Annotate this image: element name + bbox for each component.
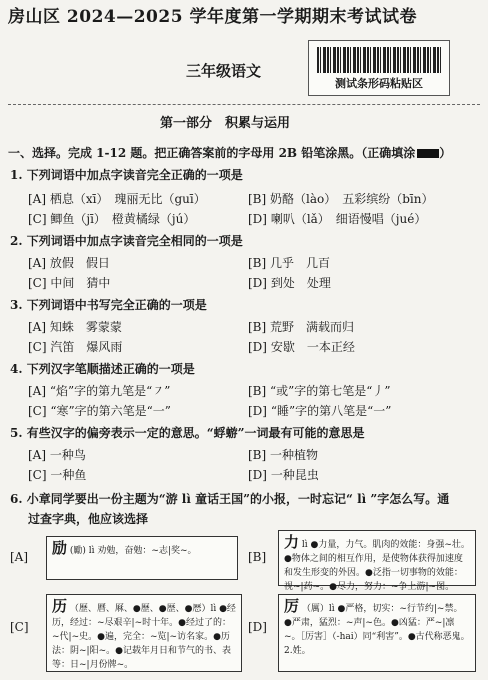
option-text: 几乎 几百 <box>270 256 331 270</box>
option-text: 一种鸟 <box>49 448 86 462</box>
option-label: [B] <box>248 256 267 270</box>
option-text: 安歇 一本正经 <box>270 340 355 354</box>
exam-title: 房山区 2024—2025 学年度第一学期期末考试试卷 <box>8 7 417 27</box>
dict-entry-text: (勵) lì 劝勉，奋勉：~志|奖~。 <box>69 546 197 556</box>
dict-head-char: 厉 <box>284 597 300 615</box>
option-text: 放假 假日 <box>49 256 110 270</box>
option-label: [D] <box>248 212 267 226</box>
option-c[interactable] <box>28 402 171 419</box>
dict-entry-text: （厲）lì ●严格，切实：~行节约|~禁。●严肃，猛烈：~声|~色。●凶猛：严~|凛~。［厉害］（-hai）同“利害”。●古代称恶鬼。2.姓。 <box>284 604 470 656</box>
question-stem: 2. 下列词语中加点字读音完全相同的一项是 <box>10 234 243 248</box>
option-label: [A] <box>28 384 47 398</box>
option-text: 知蛛 雾蒙蒙 <box>49 320 122 334</box>
option-label: [C] <box>28 404 47 418</box>
dict-head-char: 历 <box>52 597 68 615</box>
dict-option-label-b[interactable]: [B] <box>248 550 267 564</box>
question-stem: 5. 有些汉字的偏旁表示一定的意思。“蜉蝣”一词最有可能的意思是 <box>10 426 365 440</box>
dict-option-label-c[interactable]: [C] <box>10 620 29 634</box>
barcode-label: 测试条形码粘贴区 <box>335 77 423 90</box>
option-label: [B] <box>248 320 267 334</box>
option-d[interactable] <box>248 402 391 419</box>
option-text: 到处 处理 <box>270 276 331 290</box>
section-instruction-text: 一、选择。完成 1-12 题。把正确答案前的字母用 2B 铅笔涂黑。（正确填涂 <box>8 146 416 160</box>
question-stem: 3. 下列词语中书写完全正确的一项是 <box>10 298 207 312</box>
option-a[interactable] <box>28 318 122 335</box>
option-b[interactable] <box>248 318 354 335</box>
option-text: 栖息（xī） 瑰丽无比（guī） <box>49 192 206 206</box>
option-label: [A] <box>28 320 47 334</box>
dict-entry-b[interactable] <box>278 530 476 592</box>
question-stem: 6. 小章同学要出一份主题为“游 lì 童话王国”的小报，一时忘记“ lì ”字怎么写。通 <box>10 492 450 506</box>
dict-option-label-a[interactable]: [A] <box>10 550 29 564</box>
question-stem: 1. 下列词语中加点字读音完全正确的一项是 <box>10 168 243 182</box>
dict-entry-c[interactable] <box>46 594 242 672</box>
filled-box-icon <box>417 149 439 158</box>
option-text: “睡”字的第八笔是“一” <box>270 404 392 418</box>
dict-entry-text: lì ●力量，力气。肌肉的效能：身强~壮。●物体之间的相互作用，是使物体获得加速度和发生形变的外因。●泛指一切事物的效能：视~|药~。●尽力，努力：~争上游|~图。 <box>284 540 470 592</box>
option-c[interactable] <box>28 210 195 227</box>
dict-option-label-d[interactable]: [D] <box>248 620 267 634</box>
option-text: 鲫鱼（jī） 橙黄橘绿（jú） <box>50 212 196 226</box>
option-d[interactable] <box>248 338 355 355</box>
option-text: 一种植物 <box>270 448 319 462</box>
option-label: [C] <box>28 468 47 482</box>
option-d[interactable] <box>248 274 331 291</box>
option-c[interactable] <box>28 274 110 291</box>
option-text: 一种昆虫 <box>270 468 319 482</box>
option-text: 汽笛 爆风雨 <box>50 340 123 354</box>
dict-head-char: 力 <box>284 533 300 551</box>
option-text: “或”字的第七笔是“丿” <box>270 384 391 398</box>
option-d[interactable] <box>248 466 319 483</box>
option-a[interactable] <box>28 190 206 207</box>
option-text: 荒野 满载而归 <box>270 320 355 334</box>
option-label: [D] <box>248 340 267 354</box>
part-heading: 第一部分 积累与运用 <box>160 116 291 131</box>
option-b[interactable] <box>248 190 433 207</box>
option-label: [B] <box>248 384 267 398</box>
dict-entry-d[interactable] <box>278 594 476 672</box>
option-b[interactable] <box>248 254 330 271</box>
option-a[interactable] <box>28 382 170 399</box>
option-c[interactable] <box>28 338 122 355</box>
option-text: “寒”字的第六笔是“一” <box>50 404 171 418</box>
option-text: 中间 猜中 <box>50 276 111 290</box>
question-stem: 4. 下列汉字笔顺描述正确的一项是 <box>10 362 195 376</box>
option-label: [A] <box>28 448 47 462</box>
option-text: 奶酪（lào） 五彩缤纷（bīn） <box>270 192 434 206</box>
question-stem-line2: 过查字典，他应该选择 <box>28 512 149 526</box>
barcode-area <box>308 40 450 96</box>
dict-entry-a[interactable] <box>46 536 238 580</box>
option-label: [D] <box>248 468 267 482</box>
dict-head-char: 励 <box>52 539 68 557</box>
option-label: [D] <box>248 276 267 290</box>
option-text: 一种鱼 <box>50 468 87 482</box>
exam-subtitle: 三年级语文 <box>186 62 262 80</box>
option-text: 喇叭（lǎ） 细语慢唱（jué） <box>270 212 427 226</box>
option-label: [A] <box>28 192 47 206</box>
option-d[interactable] <box>248 210 426 227</box>
option-label: [A] <box>28 256 47 270</box>
option-label: [C] <box>28 276 47 290</box>
section-instruction <box>8 144 451 161</box>
option-b[interactable] <box>248 446 318 463</box>
dict-entry-text: （歷、曆、厤、●歷、●歴、●厯）lì ●经历，经过：~尽艰辛|~时十年。●经过了的：~代|~史。●遍，完全：~览|~访名家。●历法：阴~|阳~。●记载年月日和节气的书、表等：日~|月份牌~。 <box>52 604 236 670</box>
option-label: [C] <box>28 340 47 354</box>
option-a[interactable] <box>28 254 110 271</box>
option-label: [C] <box>28 212 47 226</box>
option-label: [D] <box>248 404 267 418</box>
option-label: [B] <box>248 192 267 206</box>
section-instruction-end: ） <box>439 146 452 160</box>
option-c[interactable] <box>28 466 86 483</box>
option-a[interactable] <box>28 446 86 463</box>
option-text: “焰”字的第九笔是“㇇” <box>49 384 171 398</box>
option-label: [B] <box>248 448 267 462</box>
divider <box>8 104 480 105</box>
barcode-icon <box>317 47 441 73</box>
option-b[interactable] <box>248 382 391 399</box>
